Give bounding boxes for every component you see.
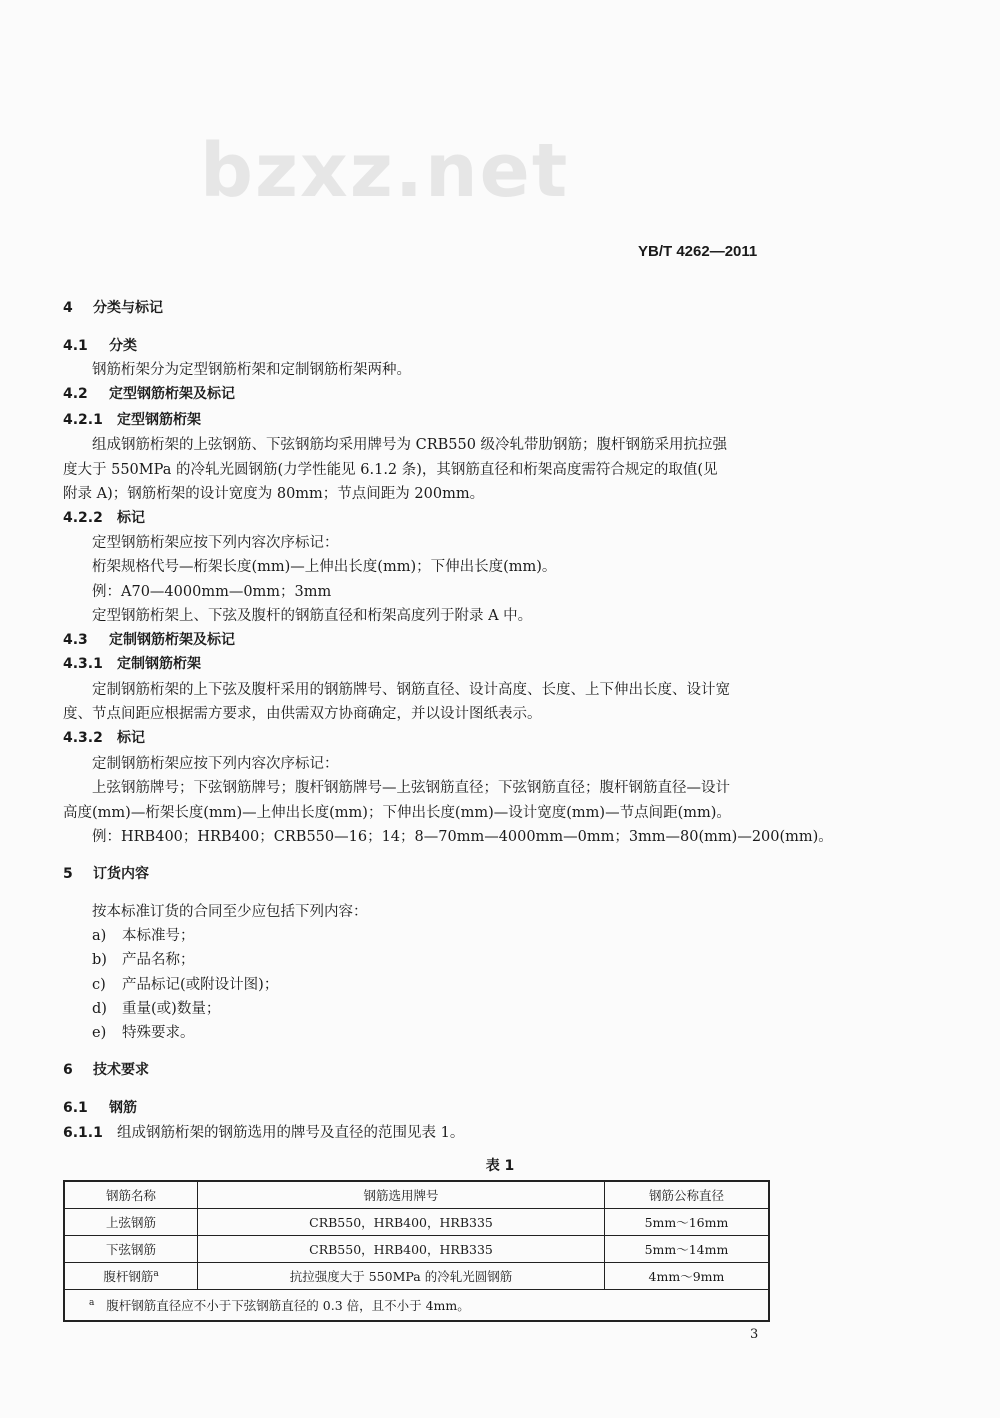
section-title: 订货内容 <box>93 866 149 882</box>
list-item-text: 特殊要求。 <box>122 1025 195 1041</box>
paragraph-line: 例：A70—4000mm—0mm；3mm <box>92 584 332 600</box>
table-header-row <box>64 1181 769 1209</box>
list-item-label: c) <box>92 977 106 993</box>
paragraph-line: 桁架规格代号—桁架长度(mm)—上伸出长度(mm)；下伸出长度(mm)。 <box>92 559 557 575</box>
table-cell: 5mm～14mm <box>604 1236 769 1263</box>
section-number: 4.3.1 <box>63 656 103 672</box>
footnote-marker: a <box>153 1268 159 1279</box>
list-item <box>92 1023 195 1043</box>
list-item <box>92 999 220 1019</box>
section-title: 技术要求 <box>93 1062 149 1078</box>
rebar-spec-table <box>63 1180 770 1322</box>
section-number: 4.3.2 <box>63 730 103 746</box>
section-5-heading <box>63 864 149 884</box>
section-6-1-1-line <box>63 1123 464 1143</box>
paragraph-line: 钢筋桁架分为定型钢筋桁架和定制钢筋桁架两种。 <box>92 362 411 378</box>
paragraph-line: 高度(mm)—桁架长度(mm)—上伸出长度(mm)；下伸出长度(mm)—设计宽度(mm)—节点间距(mm)。 <box>63 805 731 821</box>
paragraph-line: 定型钢筋桁架应按下列内容次序标记： <box>92 535 339 551</box>
list-item <box>92 950 195 970</box>
paragraph-line: 附录 A)；钢筋桁架的设计宽度为 80mm；节点间距为 200mm。 <box>63 486 485 502</box>
table-header-cell: 钢筋名称 <box>64 1181 198 1209</box>
list-item-label: b) <box>92 952 107 968</box>
paragraph-line: 度大于 550MPa 的冷轧光圆钢筋(力学性能见 6.1.2 条)，其钢筋直径和桁架高度需符合规定的取值(见 <box>63 462 718 478</box>
section-4-heading <box>63 298 163 318</box>
list-item-label: a) <box>92 928 107 944</box>
section-title: 分类与标记 <box>93 300 163 316</box>
list-item <box>92 926 195 946</box>
section-number: 5 <box>63 866 73 882</box>
watermark: bzxz.net <box>200 128 570 214</box>
section-4-2-1-heading <box>63 410 201 430</box>
section-title: 钢筋 <box>109 1100 137 1116</box>
paragraph-line: 定制钢筋桁架应按下列内容次序标记： <box>92 756 339 772</box>
section-title: 定制钢筋桁架及标记 <box>109 632 235 648</box>
section-number: 4.1 <box>63 338 88 354</box>
section-4-3-1-heading <box>63 654 201 674</box>
table-cell: 5mm～16mm <box>604 1209 769 1236</box>
section-title: 定型钢筋桁架 <box>117 412 201 428</box>
section-4-2-2-heading <box>63 508 145 528</box>
section-number: 4.2 <box>63 386 88 402</box>
table-cell: 4mm～9mm <box>604 1263 769 1290</box>
footnote-marker: a <box>89 1297 95 1308</box>
section-number: 4.2.2 <box>63 510 103 526</box>
paragraph-line: 组成钢筋桁架的上弦钢筋、下弦钢筋均采用牌号为 CRB550 级冷轧带肋钢筋；腹杆钢筋采用抗拉强 <box>92 437 728 453</box>
section-6-1-heading <box>63 1098 137 1118</box>
list-item-text: 本标准号； <box>122 928 195 944</box>
section-title: 定制钢筋桁架 <box>117 656 201 672</box>
table-header-cell: 钢筋公称直径 <box>604 1181 769 1209</box>
table-cell: 上弦钢筋 <box>64 1209 198 1236</box>
table-title: 表 1 <box>485 1158 515 1174</box>
section-4-3-2-heading <box>63 728 145 748</box>
paragraph-text: 组成钢筋桁架的钢筋选用的牌号及直径的范围见表 1。 <box>117 1125 465 1141</box>
list-item <box>92 975 278 995</box>
section-4-1-heading <box>63 336 137 356</box>
list-item-text: 重量(或)数量； <box>122 1001 221 1017</box>
standard-code: YB/T 4262—2011 <box>638 243 758 260</box>
section-number: 6 <box>63 1062 73 1078</box>
section-number: 6.1.1 <box>63 1125 103 1141</box>
paragraph-line: 例：HRB400；HRB400；CRB550—16；14；8—70mm—4000mm—0mm；3mm—80(mm)—200(mm)。 <box>92 829 833 845</box>
list-item-text: 产品标记(或附设计图)； <box>122 977 279 993</box>
table-cell <box>64 1263 198 1290</box>
table-note <box>64 1290 769 1322</box>
paragraph-line: 按本标准订货的合同至少应包括下列内容： <box>92 904 368 920</box>
section-6-heading <box>63 1060 149 1080</box>
section-number: 4 <box>63 300 73 316</box>
table-row <box>64 1236 769 1263</box>
table-cell: 下弦钢筋 <box>64 1236 198 1263</box>
section-title: 标记 <box>117 510 145 526</box>
list-item-text: 产品名称； <box>122 952 195 968</box>
table-row <box>64 1263 769 1290</box>
section-number: 4.3 <box>63 632 88 648</box>
section-number: 6.1 <box>63 1100 88 1116</box>
table-cell-text: 腹杆钢筋 <box>103 1269 154 1284</box>
section-title: 标记 <box>117 730 145 746</box>
table-cell: 抗拉强度大于 550MPa 的冷轧光圆钢筋 <box>198 1263 605 1290</box>
table-cell: CRB550，HRB400，HRB335 <box>198 1209 605 1236</box>
page-number: 3 <box>750 1327 759 1342</box>
paragraph-line: 上弦钢筋牌号；下弦钢筋牌号；腹杆钢筋牌号—上弦钢筋直径；下弦钢筋直径；腹杆钢筋直径—设计 <box>92 780 730 796</box>
table-cell: CRB550，HRB400，HRB335 <box>198 1236 605 1263</box>
section-4-2-heading <box>63 384 235 404</box>
section-title: 分类 <box>109 338 137 354</box>
paragraph-line: 度、节点间距应根据需方要求，由供需双方协商确定，并以设计图纸表示。 <box>63 706 542 722</box>
footnote-text: 腹杆钢筋直径应不小于下弦钢筋直径的 0.3 倍，且不小于 4mm。 <box>106 1298 470 1313</box>
table-row <box>64 1209 769 1236</box>
list-item-label: d) <box>92 1001 107 1017</box>
section-title: 定型钢筋桁架及标记 <box>109 386 235 402</box>
paragraph-line: 定制钢筋桁架的上下弦及腹杆采用的钢筋牌号、钢筋直径、设计高度、长度、上下伸出长度、设计宽 <box>92 682 730 698</box>
list-item-label: e) <box>92 1025 107 1041</box>
section-4-3-heading <box>63 630 235 650</box>
section-number: 4.2.1 <box>63 412 103 428</box>
paragraph-line: 定型钢筋桁架上、下弦及腹杆的钢筋直径和桁架高度列于附录 A 中。 <box>92 608 533 624</box>
table-header-cell: 钢筋选用牌号 <box>198 1181 605 1209</box>
table-note-row <box>64 1290 769 1322</box>
